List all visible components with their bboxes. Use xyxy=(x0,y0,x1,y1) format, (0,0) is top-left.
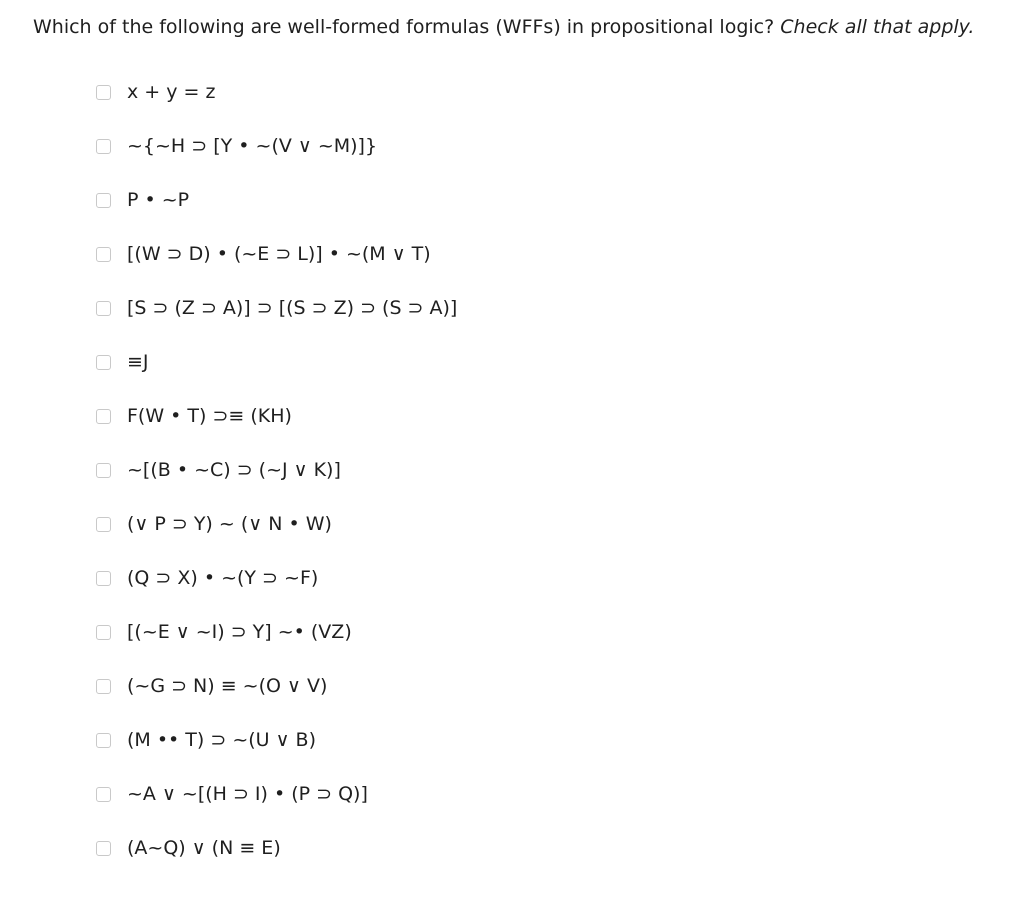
option-checkbox[interactable] xyxy=(96,355,111,370)
option-row[interactable] xyxy=(96,79,215,105)
option-checkbox[interactable] xyxy=(96,409,111,424)
option-formula: [S ⊃ (Z ⊃ A)] ⊃ [(S ⊃ Z) ⊃ (S ⊃ A)] xyxy=(127,297,458,319)
option-row[interactable] xyxy=(96,781,368,807)
option-checkbox[interactable] xyxy=(96,679,111,694)
option-row[interactable] xyxy=(96,565,318,591)
option-formula: ~[(B • ~C) ⊃ (~J ∨ K)] xyxy=(127,459,341,481)
option-checkbox[interactable] xyxy=(96,193,111,208)
option-checkbox[interactable] xyxy=(96,787,111,802)
option-checkbox[interactable] xyxy=(96,301,111,316)
option-row[interactable] xyxy=(96,133,377,159)
option-formula: ~A ∨ ~[(H ⊃ I) • (P ⊃ Q)] xyxy=(127,783,368,805)
option-checkbox[interactable] xyxy=(96,85,111,100)
option-checkbox[interactable] xyxy=(96,841,111,856)
option-formula: (∨ P ⊃ Y) ~ (∨ N • W) xyxy=(127,513,332,535)
option-formula: F(W • T) ⊃≡ (KH) xyxy=(127,405,292,427)
question-prompt: Which of the following are well-formed formulas (WFFs) in propositional logic? xyxy=(33,16,775,38)
option-formula: [(~E ∨ ~I) ⊃ Y] ~• (VZ) xyxy=(127,621,352,643)
option-row[interactable] xyxy=(96,673,327,699)
option-row[interactable] xyxy=(96,187,189,213)
option-row[interactable] xyxy=(96,295,457,321)
option-row[interactable] xyxy=(96,835,281,861)
option-row[interactable] xyxy=(96,511,332,537)
option-row[interactable] xyxy=(96,403,292,429)
option-formula: x + y = z xyxy=(127,81,216,103)
option-formula: ≡J xyxy=(127,351,149,373)
option-row[interactable] xyxy=(96,619,352,645)
option-row[interactable] xyxy=(96,349,149,375)
option-checkbox[interactable] xyxy=(96,625,111,640)
option-row[interactable] xyxy=(96,727,316,753)
option-checkbox[interactable] xyxy=(96,517,111,532)
option-formula: (~G ⊃ N) ≡ ~(O ∨ V) xyxy=(127,675,328,697)
option-formula: (Q ⊃ X) • ~(Y ⊃ ~F) xyxy=(127,567,319,589)
option-formula: P • ~P xyxy=(127,189,190,211)
option-row[interactable] xyxy=(96,457,341,483)
option-formula: ~{~H ⊃ [Y • ~(V ∨ ~M)]} xyxy=(127,135,378,157)
option-checkbox[interactable] xyxy=(96,463,111,478)
option-formula: (A~Q) ∨ (N ≡ E) xyxy=(127,837,281,859)
option-checkbox[interactable] xyxy=(96,733,111,748)
option-formula: [(W ⊃ D) • (~E ⊃ L)] • ~(M ∨ T) xyxy=(127,243,431,265)
option-checkbox[interactable] xyxy=(96,571,111,586)
option-checkbox[interactable] xyxy=(96,247,111,262)
option-formula: (M •• T) ⊃ ~(U ∨ B) xyxy=(127,729,316,751)
option-checkbox[interactable] xyxy=(96,139,111,154)
option-row[interactable] xyxy=(96,241,431,267)
question-instruction: Check all that apply. xyxy=(780,16,975,38)
